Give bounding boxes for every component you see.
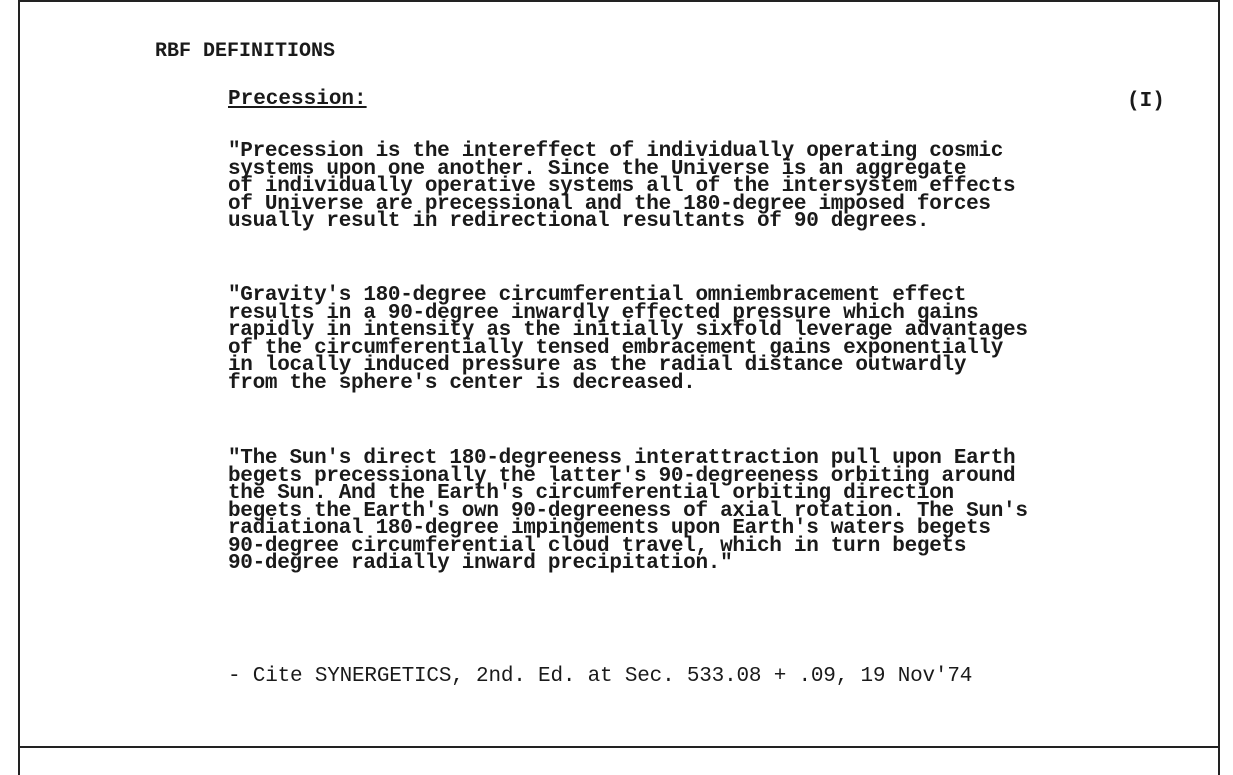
definition-term: Precession: <box>228 88 367 111</box>
paragraph-2: "Gravity's 180-degree circumferential omniembracement effect results in a 90-degree inwardly effected pressure which gains rapidly in intensity as the initially sixfold leverage advantages of the circumferentially tensed embracement gains exponentially in locally induced pressure as the radial distance outwardly from the sphere's center is decreased. <box>228 284 1028 395</box>
paragraph-1: "Precession is the intereffect of individually operating cosmic systems upon one another. Since the Universe is an aggregate of individually operative systems all of the intersystem effects of Universe are precessional and the 180-degree imposed forces usually result in redirectional resultants of 90 degrees. <box>228 140 1016 233</box>
next-card-edge <box>18 748 1220 775</box>
paragraph-3: "The Sun's direct 180-degreeness interattraction pull upon Earth begets precessionally the latter's 90-degreeness orbiting around the Sun. And the Earth's circumferential orbiting direction begets the Earth's own 90-degreeness of axial rotation. The Sun's radiational 180-degree impingements upon Earth's waters begets 90-degree circumferential cloud travel, which in turn begets 90-degree radially inward precipitation." <box>228 447 1028 575</box>
section-number: (I) <box>1127 90 1165 113</box>
citation: - Cite SYNERGETICS, 2nd. Ed. at Sec. 533.08 + .09, 19 Nov'74 <box>228 665 973 688</box>
document-heading: RBF DEFINITIONS <box>155 40 336 63</box>
